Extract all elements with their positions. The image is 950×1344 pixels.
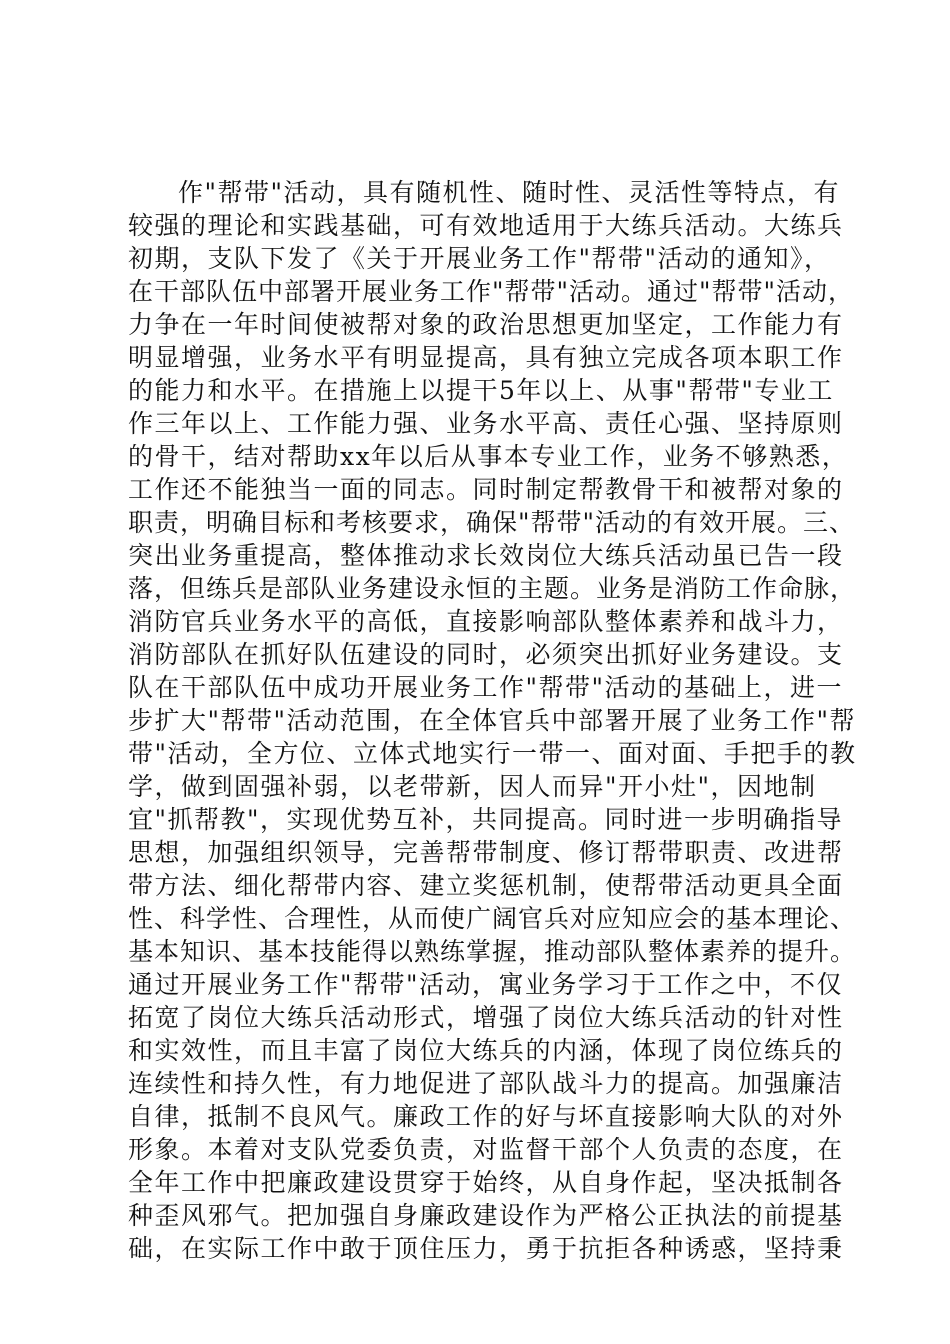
text-line: 工作还不能独当一面的同志。同时制定帮教骨干和被帮对象的 — [128, 475, 844, 504]
text-line: 带方法、细化帮带内容、建立奖惩机制，使帮带活动更具全面 — [128, 871, 844, 900]
text-line: 基本知识、基本技能得以熟练掌握，推动部队整体素养的提升。 — [128, 937, 857, 966]
text-line: 性、科学性、合理性，从而使广阔官兵对应知应会的基本理论、 — [128, 904, 857, 933]
text-line: 学，做到固强补弱，以老带新，因人而异"开小灶"，因地制 — [128, 772, 817, 801]
text-line: 职责，明确目标和考核要求，确保"帮带"活动的有效开展。三、 — [128, 508, 856, 537]
text-line: 队在干部队伍中成功开展业务工作"帮带"活动的基础上，进一 — [128, 673, 844, 702]
body-paragraph — [128, 176, 858, 1265]
text-line: 的骨干，结对帮助xx年以后从事本专业工作，业务不够熟悉， — [128, 442, 849, 471]
text-line: 带"活动，全方位、立体式地实行一带一、面对面、手把手的教 — [128, 739, 857, 768]
text-line: 础，在实际工作中敢于顶住压力，勇于抗拒各种诱惑，坚持秉 — [128, 1234, 844, 1263]
text-line: 作三年以上、工作能力强、业务水平高、责任心强、坚持原则 — [128, 409, 844, 438]
text-line: 消防部队在抓好队伍建设的同时，必须突出抓好业务建设。支 — [128, 640, 844, 669]
text-line: 自律，抵制不良风气。廉政工作的好与坏直接影响大队的对外 — [128, 1102, 844, 1131]
text-line: 较强的理论和实践基础，可有效地适用于大练兵活动。大练兵 — [128, 211, 844, 240]
text-line: 形象。本着对支队党委负责，对监督干部个人负责的态度，在 — [128, 1135, 844, 1164]
text-line: 种歪风邪气。把加强自身廉政建设作为严格公正执法的前提基 — [128, 1201, 844, 1230]
text-line: 连续性和持久性，有力地促进了部队战斗力的提高。加强廉洁 — [128, 1069, 844, 1098]
text-line: 在干部队伍中部署开展业务工作"帮带"活动。通过"帮带"活动， — [128, 277, 854, 306]
text-line: 拓宽了岗位大练兵活动形式，增强了岗位大练兵活动的针对性 — [128, 1003, 844, 1032]
text-line: 突出业务重提高，整体推动求长效岗位大练兵活动虽已告一段 — [128, 541, 844, 570]
text-line: 宜"抓帮教"，实现优势互补，共同提高。同时进一步明确指导 — [128, 805, 844, 834]
text-line: 落，但练兵是部队业务建设永恒的主题。业务是消防工作命脉， — [128, 574, 857, 603]
text-line: 初期，支队下发了《关于开展业务工作"帮带"活动的通知》， — [128, 244, 831, 273]
text-line: 步扩大"帮带"活动范围，在全体官兵中部署开展了业务工作"帮 — [128, 706, 856, 735]
text-line: 消防官兵业务水平的高低，直接影响部队整体素养和战斗力， — [128, 607, 844, 636]
text-line: 通过开展业务工作"帮带"活动，寓业务学习于工作之中，不仅 — [128, 970, 844, 999]
text-line: 全年工作中把廉政建设贯穿于始终，从自身作起，坚决抵制各 — [128, 1168, 844, 1197]
text-line: 力争在一年时间使被帮对象的政治思想更加坚定，工作能力有 — [128, 310, 844, 339]
text-line: 和实效性，而且丰富了岗位大练兵的内涵，体现了岗位练兵的 — [128, 1036, 844, 1065]
text-line: 明显增强，业务水平有明显提高，具有独立完成各项本职工作 — [128, 343, 844, 372]
text-line: 的能力和水平。在措施上以提干5年以上、从事"帮带"专业工 — [128, 376, 834, 405]
text-line: 作"帮带"活动，具有随机性、随时性、灵活性等特点，有 — [178, 178, 841, 207]
text-line: 思想，加强组织领导，完善帮带制度、修订帮带职责、改进帮 — [128, 838, 844, 867]
